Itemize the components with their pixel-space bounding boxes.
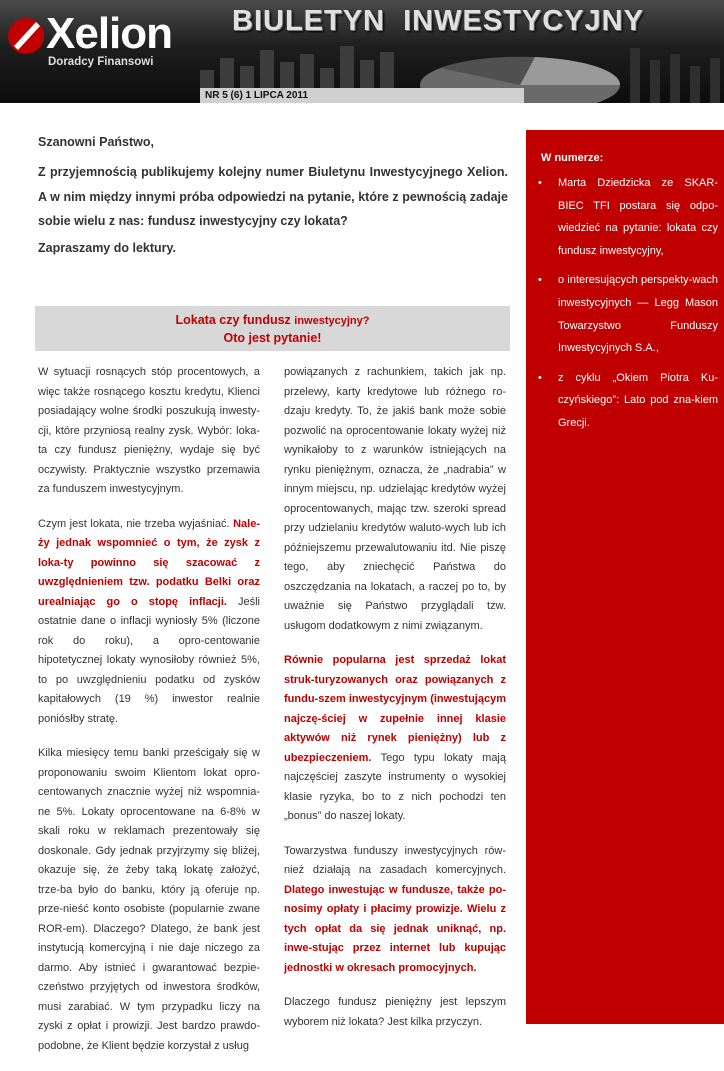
paragraph: powiązanych z rachunkiem, takich jak np. przelewy, karty kredytowe lub różnego ro-dzaju kredyty. To, że jakiś bank może sobie pozwolić na oprocentowanie lokaty wyżej niż wynikałoby to z warunków istniejących na rynku pieniężnym, oznacza, że „nadrabia” w innym miejscu, np. udzielając kredytów wyżej oprocentowanych, mając tzw. szeroki spread przy udzielaniu kredytów waluto-wych lub ich późniejszemu przewalutowaniu itd. Nie piszę tego, aby zniechęcić Państwa do oszczędzania na lokatach, a raczej po to, by uważnie się Państwo przyglądali tzw. usługom dodatkowym z nimi związanym. [284, 366, 506, 632]
paragraph: Towarzystwa funduszy inwestycyjnych rów-nież działają na zasadach komercyjnych. Dlatego inwestując w fundusze, także po-nosimy opłaty i płacimy prowizje. Wielu z tych opłat da się jednak uniknąć, np. inwe-stując przez internet lub kupując jednostki w okresach promocyjnych. [284, 844, 506, 974]
paragraph: Równie popularna jest sprzedaż lokat struk-turyzowanych oraz powiązanych z fundu-szem inwestycyjnym (inwestującym najczę-ściej w zupełnie innej klasie aktywów niż rynek pieniężny) lub z ubezpieczeniem. Tego typu lokaty mają najczęściej zaszyte instrumenty o wysokiej klasie ryzyka, bo to z nich pochodzi ten „bonus” do naszej lokaty. [284, 654, 506, 822]
bullet-icon: • [538, 371, 542, 384]
xelion-logo-icon [6, 14, 50, 58]
brand-subtitle: Doradcy Finansowi [48, 56, 154, 68]
sidebar-in-this-issue [526, 130, 724, 1024]
paragraph: Dlaczego fundusz pieniężny jest lepszym wyborem niż lokata? Jest kilka przyczyn. [284, 996, 506, 1028]
paragraph: W sytuacji rosnących stóp procentowych, a więc także rosnącego kosztu kredytu, Klienci posiadający wolne środki poszukują inwesty-cji, które przyniosą realny zysk. Wybór: loka-ta czy fundusz pieniężny, wydaje się być oczywisty. Praktycznie wszystko przemawia za funduszem inwestycyjnym. [38, 366, 260, 495]
intro-closing: Zapraszamy do lektury. [38, 240, 177, 255]
list-item: • o interesujących perspekty-wach inwestycyjnych — Legg Mason Towarzystwo Funduszy Inwestycyjnych S.A., [538, 269, 718, 359]
bullet-icon: • [538, 177, 542, 189]
sidebar-heading: W numerze: [541, 152, 604, 164]
article-title: Lokata czy fundusz inwestycyjny? [175, 313, 370, 327]
article-subtitle: Oto jest pytanie! [223, 331, 322, 345]
brand-name: Xelion [46, 9, 173, 58]
issue-number: NR 5 (6) 1 LIPCA 2011 [205, 90, 309, 101]
paragraph: Czym jest lokata, nie trzeba wyjaśniać. Nale-ży jednak wspomnieć o tym, że zysk z loka-ty powinno się szacować z uwzględnieniem tzw. podatku Belki oraz urealniając go o stopę inflacji. Jeśli ostatnie dane o inflacji wyniosły 5% (liczone rok do roku), a opro-centowanie hipotetycznej lokaty wynosiłoby również 5%, to po uwzględnieniu podatku od zysków kapitałowych (19 %) inwestor realnie poniósłby stratę. [38, 517, 260, 725]
sidebar-list [538, 172, 718, 442]
article-column-1 [38, 363, 260, 1071]
article-heading-box [35, 306, 510, 351]
greeting: Szanowni Państwo, [38, 135, 154, 149]
bulletin-title: BIULETYN INWESTYCYJNY [232, 5, 644, 37]
article-column-2 [284, 363, 506, 1047]
intro-text: Z przyjemnością publikujemy kolejny numer Biuletynu Inwestycyjnego Xelion. A w nim między innymi próba odpowiedzi na pytanie, które z pewnością zadaje sobie wielu z nas: fundusz inwestycyjny czy lokata? Zapraszamy do lektury. [38, 160, 508, 260]
list-item: • z cyklu „Okiem Piotra Ku-czyńskiego”: Lato pod zna-kiem Grecji. [538, 367, 718, 435]
bullet-icon: • [538, 274, 542, 287]
paragraph: Kilka miesięcy temu banki prześcigały się w proponowaniu swoim Klientom lokat opro-centowanych znacznie wyżej niż wspomnia-ne 5%. Lokaty oprocentowane na 6-8% w skali roku w reklamach prezentowały się doskonale. Gdy jednak przyjrzymy się bliżej, okazuje się, że żeby taką lokatę założyć, trze-ba było do banku, który ją oferuje np. prze-nieść konto osobiste (popularnie zwane ROR-em). Dlaczego? Dlatego, że bank jest instytucją komercyjną i nie daje niczego za darmo. Aby istnieć i gwarantować bezpie-czeństwo przyjętych od inwestora środków, musi zarabiać. W tym przypadku liczy na zyski z opłat i prowizji. Jest bardzo prawdo-podobne, że Klient będzie korzystał z usług [38, 747, 260, 1052]
list-item: • Marta Dziedzicka ze SKAR-BIEC TFI postara się odpo-wiedzieć na pytanie: lokata czy fundusz inwestycyjny, [538, 172, 718, 262]
